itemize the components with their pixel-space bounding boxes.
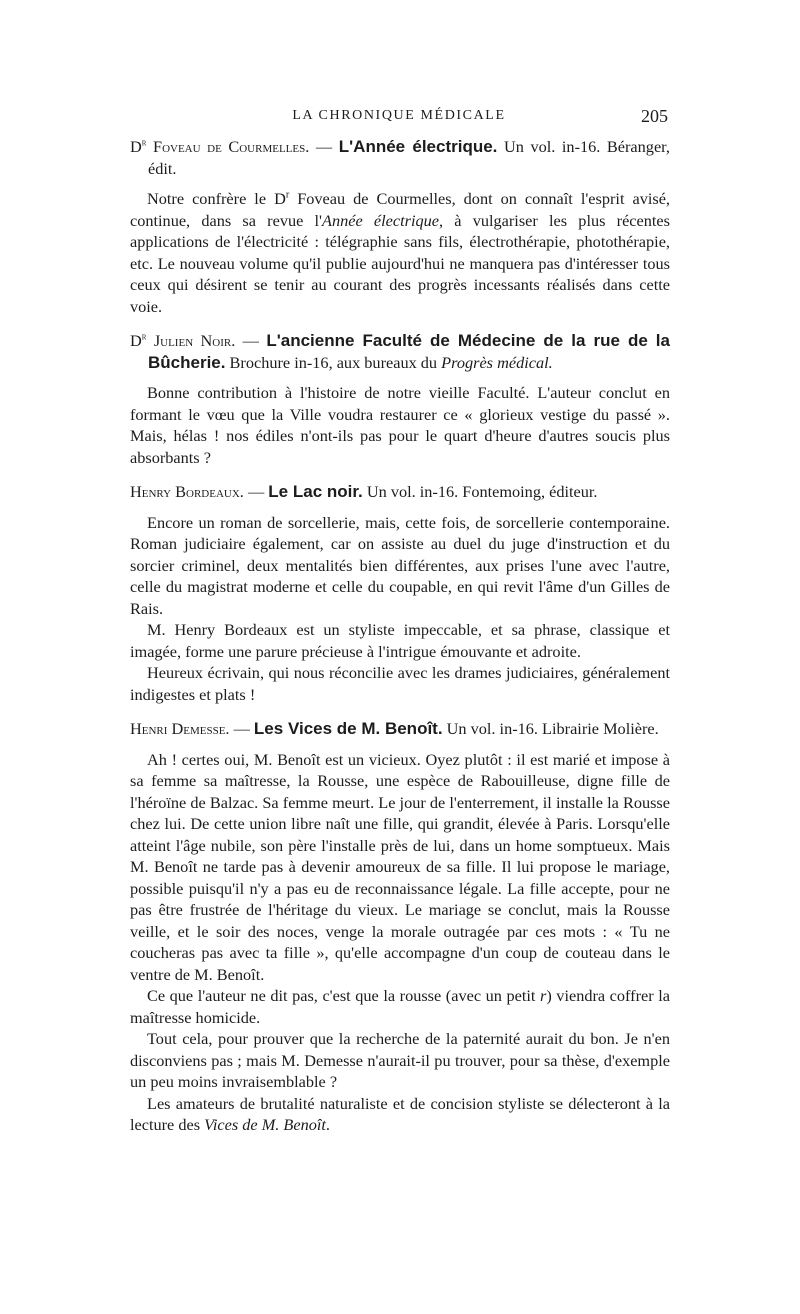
review-noir bbox=[130, 330, 670, 468]
paragraph-text: Tout cela, pour prouver que la recherche de la paternité aurait du bon. Je n'en disconviens pas ; mais M. Demesse n'aurait-il pu trouver, pour sa thèse, d'exemple un peu moins invraisemblable ? bbox=[130, 1029, 670, 1091]
review-paragraph bbox=[130, 382, 670, 468]
author-name bbox=[130, 137, 309, 156]
review-bordeaux bbox=[130, 481, 670, 705]
author-name: Henri Demesse. bbox=[130, 719, 230, 738]
paragraph-text: Notre confrère le D bbox=[147, 189, 286, 208]
review-paragraph bbox=[130, 619, 670, 662]
book-title: Le Lac noir. bbox=[268, 482, 363, 501]
paragraph-text: M. Henry Bordeaux est un styliste impeccable, et sa phrase, classique et imagée, forme une parure précieuse à l'intrigue émouvante et adroite. bbox=[130, 620, 670, 661]
paragraph-text: Bonne contribution à l'histoire de notre vieille Faculté. L'auteur conclut en formant le vœu que la Ville voudra restaurer ce « glorieux vestige du passé ». Mais, hélas ! nos édiles n'ont-ils pas pour le quart d'heure d'autres soucis plus absorbants ? bbox=[130, 383, 670, 467]
review-paragraph bbox=[130, 662, 670, 705]
paragraph-italic: Vices de M. Benoît bbox=[204, 1115, 326, 1134]
review-demesse bbox=[130, 718, 670, 1136]
paragraph-text: Foveau de Courmelles, dont on connaît l'esprit avisé, continue, dans sa revue l' bbox=[130, 189, 670, 230]
heading-dash: — bbox=[235, 331, 267, 350]
review-paragraph bbox=[130, 1028, 670, 1093]
publication-info: Un vol. in-16. Béranger, édit. bbox=[148, 137, 671, 178]
author-title: D bbox=[130, 331, 142, 350]
author-title: D bbox=[130, 137, 142, 156]
page-number: 205 bbox=[641, 106, 668, 126]
paragraph-text: ) viendra coffrer la maîtresse homicide. bbox=[130, 986, 670, 1027]
publication-italic: Progrès médical. bbox=[441, 352, 553, 372]
paragraph-superscript: r bbox=[285, 189, 290, 201]
heading-dash: — bbox=[229, 719, 254, 738]
review-paragraph bbox=[130, 749, 670, 986]
heading-dash: — bbox=[309, 137, 339, 156]
running-head bbox=[130, 108, 668, 130]
paragraph-text: Les amateurs de brutalité naturaliste et de concision styliste se délecteront à la lecture des bbox=[130, 1093, 670, 1134]
heading-dash: — bbox=[243, 482, 269, 501]
paragraph-text: Encore un roman de sorcellerie, mais, cette fois, de sorcellerie contemporaine. Roman judiciaire également, car on assiste au duel du juge d'instruction et du sorcier criminel, deux mentalités bien différentes, aux prises l'une avec l'autre, celle du magistrat moderne et celle du coupable, en qui revit l'âme d'un Gilles de Rais. bbox=[130, 512, 670, 618]
paragraph-text: Ah ! certes oui, M. Benoît est un vicieux. Oyez plutôt : il est marié et impose à sa femme sa maîtresse, la Rousse, une espèce de Rabouilleuse, digne fille de l'héroïne de Balzac. Sa femme meurt. Le jour de l'enterrement, il installe la Rousse chez lui. De cette union libre naît une fille, qui grandit, élevée à Paris. Lorsqu'elle atteint l'âge nubile, son père l'installe près de lui, dans un home somptueux. Mais M. Benoît ne tarde pas à devenir amoureux de sa fille. Il lui propose le mariage, possible puisqu'il n'y a pas eu de reconnaissance légale. La fille accepte, pour ne pas être frustrée de l'héritage du vieux. Le mariage se conclut, mais la Rousse veille, et le soir des noces, venge la morale outragée par ces mots : « Tu ne coucheras pas avec ta fille », qu'elle accompagne d'un coup de couteau dans le ventre de M. Benoît. bbox=[130, 749, 670, 984]
book-title: L'Année électrique. bbox=[338, 137, 498, 156]
paragraph-text: , à vulgariser les plus récentes applications de l'électricité : télégraphie sans fils, électrothérapie, photothérapie, etc. Le nouveau volume qu'il publie aujourd'hui ne manquera pas d'intéresser tous ceux qui désirent se tenir au courant des progrès incessants réalisés dans cette voie. bbox=[130, 210, 670, 316]
review-column bbox=[130, 136, 670, 1149]
review-heading bbox=[130, 481, 670, 503]
review-paragraph bbox=[130, 512, 670, 620]
review-heading bbox=[130, 136, 670, 179]
author-surname: Foveau de Courmelles. bbox=[146, 137, 310, 156]
paragraph-text: Ce que l'auteur ne dit pas, c'est que la rousse (avec un petit bbox=[147, 986, 540, 1005]
paragraph-italic: r bbox=[539, 986, 547, 1005]
review-foveau bbox=[130, 136, 670, 317]
publication-info: Un vol. in-16. Fontemoing, éditeur. bbox=[362, 482, 598, 501]
review-heading bbox=[130, 718, 670, 740]
book-title: Les Vices de M. Benoît. bbox=[253, 719, 443, 738]
author-title-superscript: r bbox=[141, 137, 147, 149]
review-heading bbox=[130, 330, 670, 373]
publication-info: Un vol. in-16. Librairie Molière. bbox=[442, 719, 659, 738]
author-title-superscript: r bbox=[141, 331, 147, 343]
book-title: L'ancienne Faculté de Médecine de la rue de la Bûcherie. bbox=[148, 331, 670, 372]
paragraph-text: . bbox=[325, 1115, 330, 1134]
author-name bbox=[130, 331, 235, 350]
paragraph-italic: Année électrique bbox=[322, 210, 439, 230]
publication-info: Brochure in-16, aux bureaux du bbox=[225, 352, 442, 372]
review-paragraph bbox=[130, 985, 670, 1028]
author-name: Henry Bordeaux. bbox=[130, 482, 244, 501]
author-surname: Julien Noir. bbox=[146, 331, 236, 350]
review-paragraph bbox=[130, 1093, 670, 1136]
paragraph-text: Heureux écrivain, qui nous réconcilie avec les drames judiciaires, généralement indigestes et plats ! bbox=[130, 663, 670, 704]
review-paragraph bbox=[130, 188, 670, 317]
running-title: LA CHRONIQUE MÉDICALE bbox=[292, 108, 506, 123]
